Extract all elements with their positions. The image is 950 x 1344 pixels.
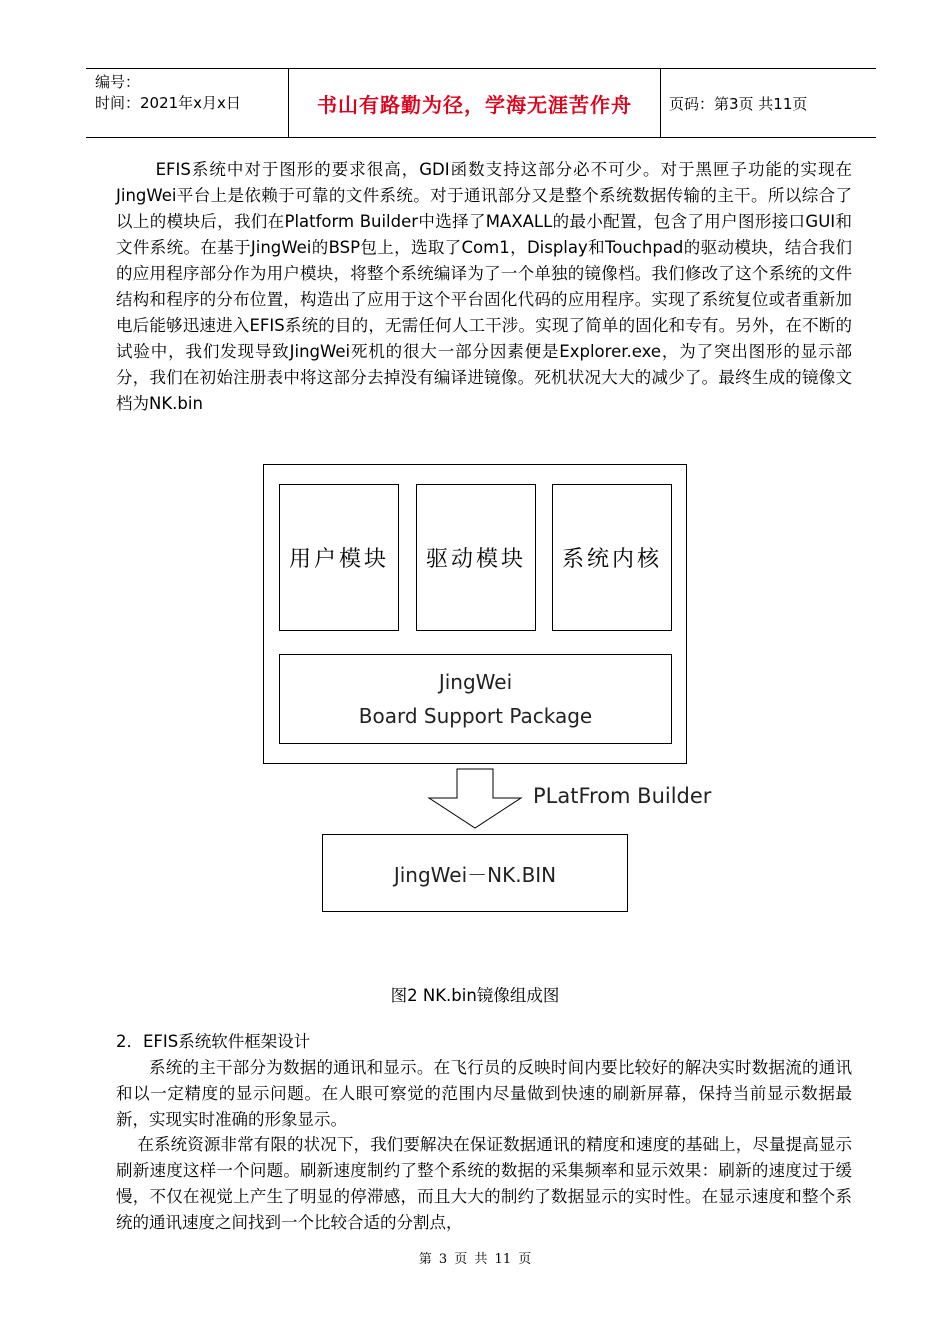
page-header [86,68,876,138]
paragraph-1: EFIS系统中对于图形的要求很高，GDI函数支持这部分必不可少。对于黑匣子功能的实现在JingWei平台上是依赖于可靠的文件系统。对于通讯部分又是整个系统数据传输的主干。所以综合了以上的模块后，我们在Platform Builder中选择了MAXALL的最小配置，包含了用户图形接口GUI和文件系统。在基于JingWei的BSP包上，选取了Com1，Display和Touchpad的驱动模块，结合我们的应用程序部分作为用户模块，将整个系统编译为了一个单独的镜像档。我们修改了这个系统的文件结构和程序的分布位置，构造出了应用于这个平台固化代码的应用程序。实现了系统复位或者重新加电后能够迅速进入EFIS系统的目的，无需任何人工干涉。实现了简单的固化和专有。另外，在不断的试验中，我们发现导致JingWei死机的很大一部分因素便是Explorer.exe，为了突出图形的显示部分，我们在初始注册表中将这部分去掉没有编译进镜像。死机状况大大的减少了。最终生成的镜像文档为NK.bin [116,160,852,413]
number-label: 编号： [95,73,141,91]
down-arrow-icon [425,768,525,830]
paragraph-3: 在系统资源非常有限的状况下，我们要解决在保证数据通讯的精度和速度的基础上，尽量提高显示刷新速度这样一个问题。刷新速度制约了整个系统的数据的采集频率和显示效果：刷新的速度过于缓慢，不仅在视觉上产生了明显的停滞感，而且大大的制约了数据显示的实时性。在显示速度和整个系统的通讯速度之间找到一个比较合适的分割点， [116,1135,852,1232]
driver-module-box: 驱动模块 [416,484,536,631]
page-footer: 第 3 页 共 11 页 [418,1252,532,1267]
header-info-cell [86,69,288,137]
output-image-box: JingWei－NK.BIN [322,834,628,912]
paragraph-2: 系统的主干部分为数据的通讯和显示。在飞行员的反映时间内要比较好的解决实时数据流的通讯和以一定精度的显示问题。在人眼可察觉的范围内尽量做到快速的刷新屏幕，保持当前显示数据最新，实现实时准确的形象显示。 [116,1058,852,1129]
bsp-box [279,654,672,744]
bsp-line-1: JingWei [438,670,513,694]
motto: 书山有路勤为径，学海无涯苦作舟 [288,69,661,137]
build-tool-label: PLatFrom Builder [533,784,712,808]
section-heading: 2．EFIS系统软件框架设计 [116,1032,311,1051]
bsp-line-2: Board Support Package [358,704,593,728]
page-label: 页码：第3页 共11页 [669,94,808,113]
kernel-box: 系统内核 [552,484,672,631]
user-module-box: 用户模块 [279,484,399,631]
time-label: 时间：2021年x月x日 [95,94,241,112]
figure-caption: 图2 NK.bin镜像组成图 [390,986,560,1005]
